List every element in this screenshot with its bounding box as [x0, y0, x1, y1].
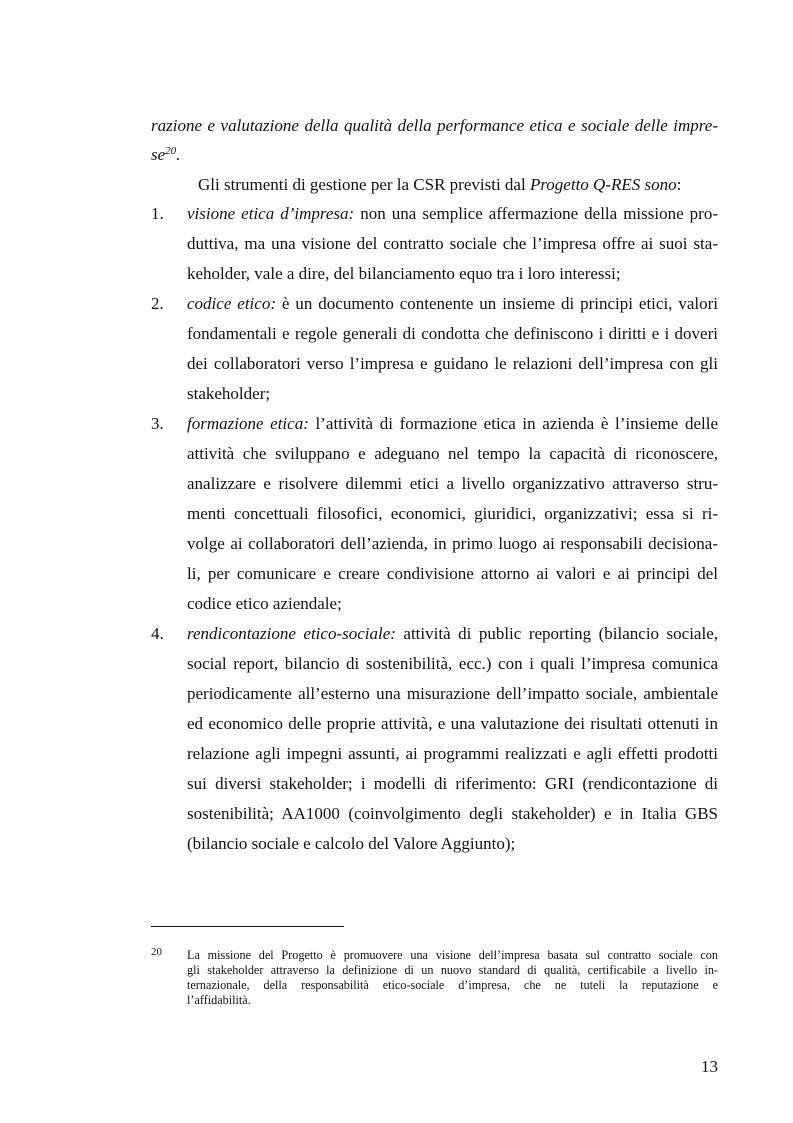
list-item-line: rendicontazione etico-sociale: attività di public reporting (bilancio sociale,	[187, 624, 719, 643]
list-item-line: fondamentali e regole generali di condotta che definiscono i diritti e i doveri	[187, 324, 718, 343]
list-item-line: sostenibilità; AA1000 (coinvolgimento degli stakeholder) e in Italia GBS	[187, 804, 718, 823]
footnote-line: gli stakeholder attraverso la definizione di un nuovo standard di qualità, certificabile a livello in-	[187, 963, 718, 977]
list-item-line: attività che sviluppano e adeguano nel tempo la capacità di riconoscere,	[187, 444, 718, 463]
list-item-term: codice etico:	[187, 294, 276, 313]
list-item-line: li, per comunicare e creare condivisione attorno ai valori e ai principi del	[187, 564, 718, 583]
list-item-number: 4.	[151, 624, 164, 643]
list-item-line: periodicamente all’esterno una misurazione dell’impatto sociale, ambientale	[187, 684, 718, 703]
list-item-line: dei collaboratori verso l’impresa e guidano le relazioni dell’impresa con gli	[187, 354, 718, 373]
list-item-line: duttiva, ma una visione del contratto sociale che l’impresa offre ai suoi sta-	[187, 234, 718, 253]
intro-line-2: $se^{20}$.	[151, 145, 181, 164]
list-item-line: (bilancio sociale e calcolo del Valore Aggiunto);	[187, 834, 516, 853]
list-item-line: social report, bilancio di sostenibilità, ecc.) con i quali l’impresa comunica	[187, 654, 718, 673]
footnote-ref[interactable]: 20	[165, 145, 177, 157]
list-item-number: 1.	[151, 204, 164, 223]
footnote-separator	[151, 926, 344, 927]
list-item-line: sui diversi stakeholder; i modelli di riferimento: GRI (rendicontazione di	[187, 774, 718, 793]
lead-sentence: Gli strumenti di gestione per la CSR previsti dal Progetto Q-RES sono:	[198, 175, 682, 194]
footnote-line: l’affidabilità.	[187, 993, 251, 1007]
list-item-line: stakeholder;	[187, 384, 271, 403]
footnote-line: ternazionale, della responsabilità etico-sociale d’impresa, che ne tuteli la reputazione e	[187, 978, 718, 992]
list-item-line: menti concettuali filosofici, economici, giuridici, organizzativi; essa si ri-	[187, 504, 718, 523]
list-item-term: rendicontazione etico-sociale:	[187, 624, 396, 643]
list-item-number: 3.	[151, 414, 164, 433]
list-item-term: formazione etica:	[187, 414, 309, 433]
list-item-term: visione etica d’impresa:	[187, 204, 355, 223]
footnote-line: La missione del Progetto è promuovere una visione dell’impresa basata sul contratto sociale con	[187, 948, 718, 962]
page-number: 13	[701, 1057, 718, 1076]
list-item-number: 2.	[151, 294, 164, 313]
list-item-line: ed economico delle proprie attività, e una valutazione dei risultati ottenuti in	[187, 714, 718, 733]
list-item-line: analizzare e risolvere dilemmi etici a livello organizzativo attraverso stru-	[187, 474, 718, 493]
list-item-line: keholder, vale a dire, del bilanciamento equo tra i loro interessi;	[187, 264, 621, 283]
list-item-line: codice etico aziendale;	[187, 594, 342, 613]
list-item-line: formazione etica: l’attività di formazione etica in azienda è l’insieme delle	[187, 414, 718, 433]
footnote-number: 20	[151, 946, 162, 958]
list-item-line: codice etico: è un documento contenente un insieme di principi etici, valori	[187, 294, 718, 313]
list-item-line: volge ai collaboratori dell’azienda, in primo luogo ai responsabili decisiona-	[187, 534, 718, 553]
list-item-line: visione etica d’impresa: non una semplice affermazione della missione pro-	[187, 204, 718, 223]
intro-line-1: razione e valutazione della qualità della performance etica e sociale delle impre-	[151, 116, 718, 135]
list-item-line: relazione agli impegni assunti, ai programmi realizzati e agli effetti prodotti	[187, 744, 718, 763]
